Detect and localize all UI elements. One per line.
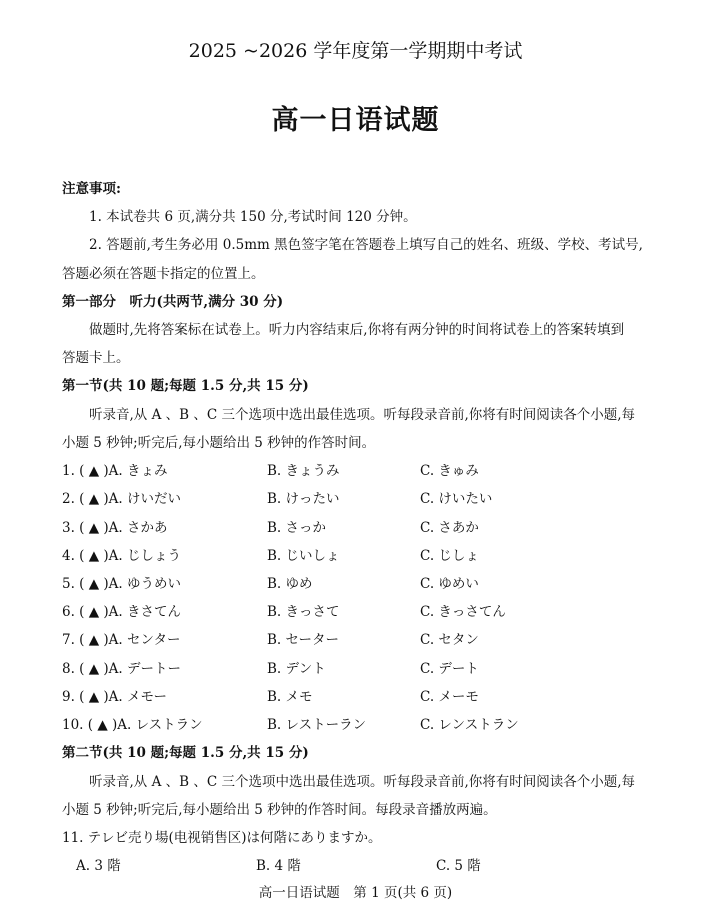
- section1-intro-line-1: 听录音,从 A 、B 、C 三个选项中选出最佳选项。听每段录音前,你将有时间阅读各个小题,每: [89, 407, 636, 423]
- option-a: 6. ( ▲ )A. きさてん: [62, 604, 182, 620]
- option-a: 2. ( ▲ )A. けいだい: [62, 491, 182, 507]
- question-11-option-a: A. 3 階: [76, 858, 121, 874]
- option-b: B. きょうみ: [267, 463, 340, 479]
- part1-heading: 第一部分 听力(共两节,满分 30 分): [62, 294, 284, 310]
- option-b: B. けったい: [267, 491, 340, 507]
- page-footer: 高一日语试题 第 1 页(共 6 页): [258, 885, 453, 901]
- option-b: B. ゆめ: [267, 576, 313, 592]
- section1-heading: 第一节(共 10 题;每题 1.5 分,共 15 分): [62, 378, 309, 394]
- section2-intro-line-1: 听录音,从 A 、B 、C 三个选项中选出最佳选项。听每段录音前,你将有时间阅读各个小题,每: [89, 774, 636, 790]
- option-a: 9. ( ▲ )A. メモー: [62, 689, 167, 705]
- option-c: C. メーモ: [420, 689, 479, 705]
- option-a: 1. ( ▲ )A. きょみ: [62, 463, 168, 479]
- section2-heading: 第二节(共 10 题;每题 1.5 分,共 15 分): [62, 745, 309, 761]
- option-a: 8. ( ▲ )A. デートー: [62, 661, 182, 677]
- subject-title: 高一日语试题: [271, 105, 440, 136]
- option-c: C. レンストラン: [420, 717, 519, 733]
- option-a: 3. ( ▲ )A. さかあ: [62, 520, 168, 536]
- notice-item-2-line-2: 答题必须在答题卡指定的位置上。: [62, 266, 265, 282]
- option-b: B. セーター: [267, 632, 339, 648]
- option-b: B. レストーラン: [267, 717, 367, 733]
- option-a: 7. ( ▲ )A. センター: [62, 632, 181, 648]
- question-11-option-b: B. 4 階: [256, 858, 301, 874]
- question-11-option-c: C. 5 階: [436, 858, 481, 874]
- notice-item-2-line-1: 2. 答题前,考生务必用 0.5mm 黑色签字笔在答题卷上填写自己的姓名、班级、学校、考试号,: [89, 237, 643, 253]
- option-c: C. さあか: [420, 520, 479, 536]
- exam-title: 2025 ~2026 学年度第一学期期中考试: [188, 40, 523, 62]
- option-b: B. きっさて: [267, 604, 340, 620]
- option-a: 5. ( ▲ )A. ゆうめい: [62, 576, 182, 592]
- question-11-stem: 11. テレビ売り場(电视销售区)は何階にありますか。: [62, 830, 382, 846]
- option-c: C. ゆめい: [420, 576, 479, 592]
- notice-heading: 注意事项:: [62, 181, 121, 197]
- option-b: B. じいしょ: [267, 548, 340, 564]
- option-b: B. さっか: [267, 520, 327, 536]
- section1-intro-line-2: 小题 5 秒钟;听完后,每小题给出 5 秒钟的作答时间。: [62, 435, 376, 451]
- part1-intro-line-2: 答题卡上。: [62, 350, 130, 366]
- notice-item-1: 1. 本试卷共 6 页,满分共 150 分,考试时间 120 分钟。: [89, 209, 417, 225]
- option-c: C. デート: [420, 661, 479, 677]
- option-c: C. きゅみ: [420, 463, 479, 479]
- option-a: 4. ( ▲ )A. じしょう: [62, 548, 182, 564]
- section2-intro-line-2: 小题 5 秒钟;听完后,每小题给出 5 秒钟的作答时间。每段录音播放两遍。: [62, 802, 497, 818]
- option-c: C. けいたい: [420, 491, 493, 507]
- part1-intro-line-1: 做题时,先将答案标在试卷上。听力内容结束后,你将有两分钟的时间将试卷上的答案转填到: [89, 322, 625, 338]
- option-b: B. デント: [267, 661, 326, 677]
- option-b: B. メモ: [267, 689, 313, 705]
- option-a: 10. ( ▲ )A. レストラン: [62, 717, 203, 733]
- option-c: C. きっさてん: [420, 604, 506, 620]
- option-c: C. セタン: [420, 632, 479, 648]
- option-c: C. じしょ: [420, 548, 479, 564]
